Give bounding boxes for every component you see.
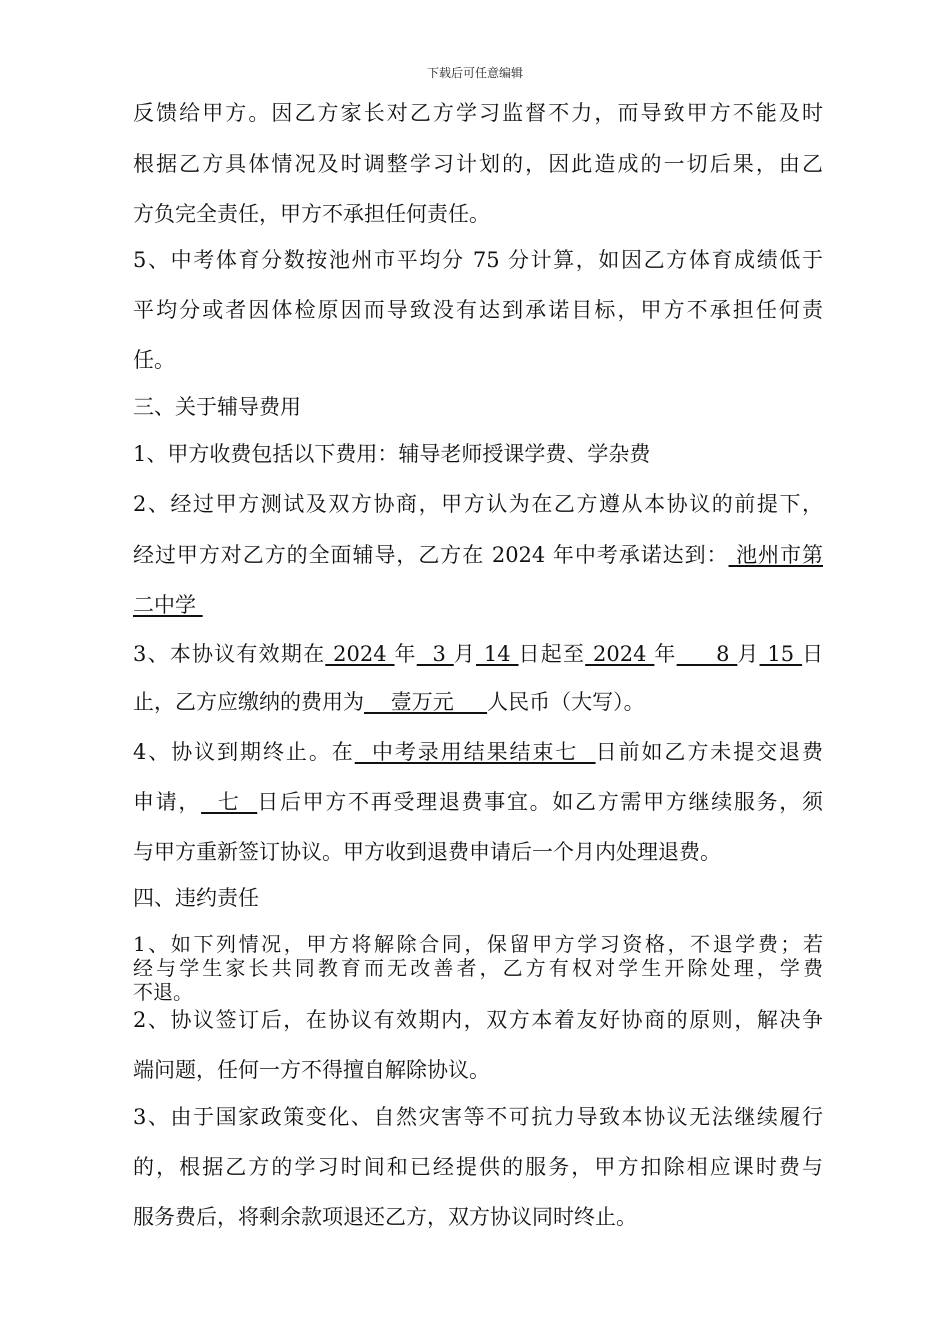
paragraph-line: 方负完全责任，甲方不承担任何责任。	[133, 202, 490, 226]
line-text: 月	[453, 642, 476, 666]
fee-line	[133, 688, 823, 716]
start-day-field: 14	[476, 642, 519, 666]
paragraph-line: 2、协议签订后，在协议有效期内，双方本着友好协商的原则，解决争	[133, 1008, 823, 1032]
line-text: 日后甲方不再受理退费事宜。如乙方需甲方继续服务，须	[257, 790, 824, 814]
paragraph-line: 5、中考体育分数按池州市平均分 75 分计算，如因乙方体育成绩低于	[133, 248, 823, 272]
paragraph-line: 1、如下列情况，甲方将解除合同，保留甲方学习资格，不退学费；若	[133, 932, 823, 956]
line-text: 4、协议到期终止。在	[133, 740, 355, 764]
target-school-field-cont: 二中学	[133, 593, 203, 617]
line-text: 年	[654, 642, 677, 666]
paragraph-line: 反馈给甲方。因乙方家长对乙方学习监督不力，而导致甲方不能及时	[133, 101, 823, 125]
line-text: 止，乙方应缴纳的费用为	[133, 690, 364, 714]
paragraph-line: 服务费后，将剩余款项退还乙方，双方协议同时终止。	[133, 1205, 637, 1229]
validity-period-line	[133, 640, 823, 668]
paragraph-line: 端问题，任何一方不得擅自解除协议。	[133, 1058, 490, 1082]
page-header: 下载后可任意编辑	[426, 66, 523, 80]
paragraph-line: 根据乙方具体情况及时调整学习计划的，因此造成的一切后果，由乙	[133, 152, 823, 176]
target-school-field: 池州市第	[728, 543, 823, 567]
paragraph-line: 不退。	[133, 980, 193, 1004]
end-day-field: 15	[759, 642, 803, 666]
paragraph-line: 经与学生家长共同教育而无改善者，乙方有权对学生开除处理，学费	[133, 956, 823, 980]
fee-amount-field: 壹万元	[364, 690, 488, 714]
paragraph-line: 1、甲方收费包括以下费用：辅导老师授课学费、学杂费	[133, 442, 651, 466]
section-heading: 四、违约责任	[133, 886, 259, 910]
refund-deadline-field: 中考录用结果结束七	[354, 740, 596, 764]
paragraph-line: 2、经过甲方测试及双方协商，甲方认为在乙方遵从本协议的前提下，	[133, 492, 823, 516]
paragraph-line: 与甲方重新签订协议。甲方收到退费申请后一个月内处理退费。	[133, 840, 721, 864]
line-text: 日	[802, 642, 824, 666]
paragraph-line	[133, 788, 823, 816]
line-text: 人民币（大写）。	[487, 690, 645, 714]
line-text: 年	[394, 642, 417, 666]
paragraph-line: 平均分或者因体检原因而导致没有达到承诺目标，甲方不承担任何责	[133, 298, 823, 322]
line-text: 申请，	[133, 790, 202, 814]
end-year-field: 2024	[585, 642, 655, 666]
paragraph-line: 任。	[133, 348, 175, 372]
paragraph-line	[133, 541, 823, 569]
start-month-field: 3	[416, 642, 454, 666]
start-year-field: 2024	[325, 642, 395, 666]
section-heading: 三、关于辅导费用	[133, 395, 301, 419]
end-month-field: 8	[676, 642, 738, 666]
refund-days-field: 七	[201, 790, 258, 814]
paragraph-line	[133, 591, 823, 619]
paragraph-line: 的，根据乙方的学习时间和已经提供的服务，甲方扣除相应课时费与	[133, 1155, 823, 1179]
paragraph-line	[133, 738, 823, 766]
line-text: 经过甲方对乙方的全面辅导，乙方在 2024 年中考承诺达到：	[133, 543, 729, 567]
line-text: 日起至	[518, 642, 586, 666]
paragraph-line: 3、由于国家政策变化、自然灾害等不可抗力导致本协议无法继续履行	[133, 1105, 823, 1129]
line-text: 3、本协议有效期在	[133, 642, 326, 666]
line-text: 月	[737, 642, 760, 666]
line-text: 日前如乙方未提交退费	[595, 740, 823, 764]
